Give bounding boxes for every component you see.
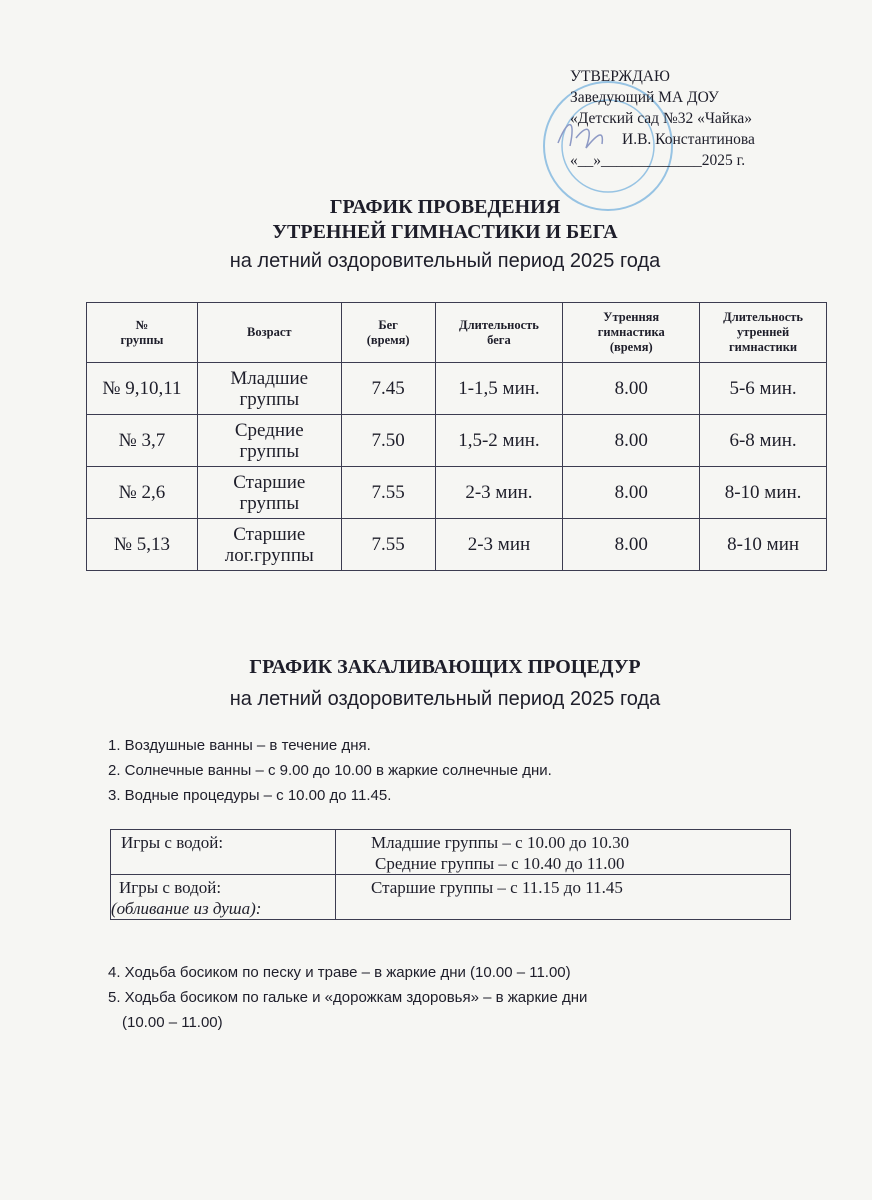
water-note: (обливание из душа): xyxy=(111,899,262,918)
water-time: Старшие группы – с 11.15 до 11.45 xyxy=(371,878,623,897)
table-cell: № 2,6 xyxy=(87,467,198,519)
water-label: Игры с водой: xyxy=(121,833,224,852)
water-time: Младшие группы – с 10.00 до 10.30 xyxy=(371,833,630,852)
list-item: 3. Водные процедуры – с 10.00 до 11.45. xyxy=(108,787,392,804)
water-games-table xyxy=(110,829,791,920)
table-row xyxy=(87,415,827,467)
list-item: 4. Ходьба босиком по песку и траве – в жаркие дни (10.00 – 11.00) xyxy=(108,964,571,981)
table-cell: 8.00 xyxy=(563,519,700,571)
table-cell: 1-1,5 мин. xyxy=(435,363,563,415)
table-cell: 7.55 xyxy=(341,467,435,519)
table-cell: 7.55 xyxy=(341,519,435,571)
procedures-list-1 xyxy=(108,733,552,808)
list-item: 1. Воздушные ванны – в течение дня. xyxy=(108,737,371,754)
procedures-list-2 xyxy=(108,960,587,1035)
list-item: (10.00 – 11.00) xyxy=(122,1014,223,1031)
column-header: Бег (время) xyxy=(341,303,435,363)
table-row xyxy=(111,875,791,920)
table-cell: Старшие лог.группы xyxy=(197,519,341,571)
table-cell: 1,5-2 мин. xyxy=(435,415,563,467)
water-time: Средние группы – с 10.40 до 11.00 xyxy=(375,854,625,873)
table-cell: 6-8 мин. xyxy=(700,415,827,467)
approval-heading: УТВЕРЖДАЮ xyxy=(570,68,670,85)
table-cell: 2-3 мин. xyxy=(435,467,563,519)
column-header: Возраст xyxy=(197,303,341,363)
table-cell: 8-10 мин. xyxy=(700,467,827,519)
approval-position: Заведующий МА ДОУ xyxy=(570,89,719,106)
section2-subtitle: на летний оздоровительный период 2025 года xyxy=(229,688,661,710)
approval-date: «__»_____________2025 г. xyxy=(570,152,746,169)
table-cell: Старшие группы xyxy=(197,467,341,519)
table-cell: 8-10 мин xyxy=(700,519,827,571)
approval-org: «Детский сад №32 «Чайка» xyxy=(570,110,753,127)
column-header: № группы xyxy=(87,303,198,363)
column-header: Длительность утренней гимнастики xyxy=(700,303,827,363)
table-header-row xyxy=(87,303,827,363)
water-label: Игры с водой: xyxy=(119,878,222,897)
table-cell: 2-3 мин xyxy=(435,519,563,571)
section2-title: ГРАФИК ЗАКАЛИВАЮЩИХ ПРОЦЕДУР xyxy=(249,656,641,678)
approval-block xyxy=(570,66,755,171)
section1-title-line1: ГРАФИК ПРОВЕДЕНИЯ xyxy=(329,196,561,218)
table-cell: Младшие группы xyxy=(197,363,341,415)
list-item: 2. Солнечные ванны – с 9.00 до 10.00 в жаркие солнечные дни. xyxy=(108,762,552,779)
table-cell: 5-6 мин. xyxy=(700,363,827,415)
table-cell: Средние группы xyxy=(197,415,341,467)
column-header: Утренняя гимнастика (время) xyxy=(563,303,700,363)
approval-signature: И.В. Константинова xyxy=(622,131,755,148)
table-cell: 8.00 xyxy=(563,467,700,519)
table-cell: № 3,7 xyxy=(87,415,198,467)
table-row xyxy=(87,363,827,415)
section1-subtitle: на летний оздоровительный период 2025 года xyxy=(229,250,661,272)
table-cell: 8.00 xyxy=(563,415,700,467)
list-item: 5. Ходьба босиком по гальке и «дорожкам здоровья» – в жаркие дни xyxy=(108,989,588,1006)
table-cell: 7.45 xyxy=(341,363,435,415)
table-cell: 7.50 xyxy=(341,415,435,467)
table-cell: № 5,13 xyxy=(87,519,198,571)
table-cell: 8.00 xyxy=(563,363,700,415)
column-header: Длительность бега xyxy=(435,303,563,363)
table-row xyxy=(87,519,827,571)
gymnastics-schedule-table xyxy=(86,302,827,571)
section1-title-line2: УТРЕННЕЙ ГИМНАСТИКИ И БЕГА xyxy=(272,221,618,243)
table-row xyxy=(111,830,791,875)
table-cell: № 9,10,11 xyxy=(87,363,198,415)
table-row xyxy=(87,467,827,519)
